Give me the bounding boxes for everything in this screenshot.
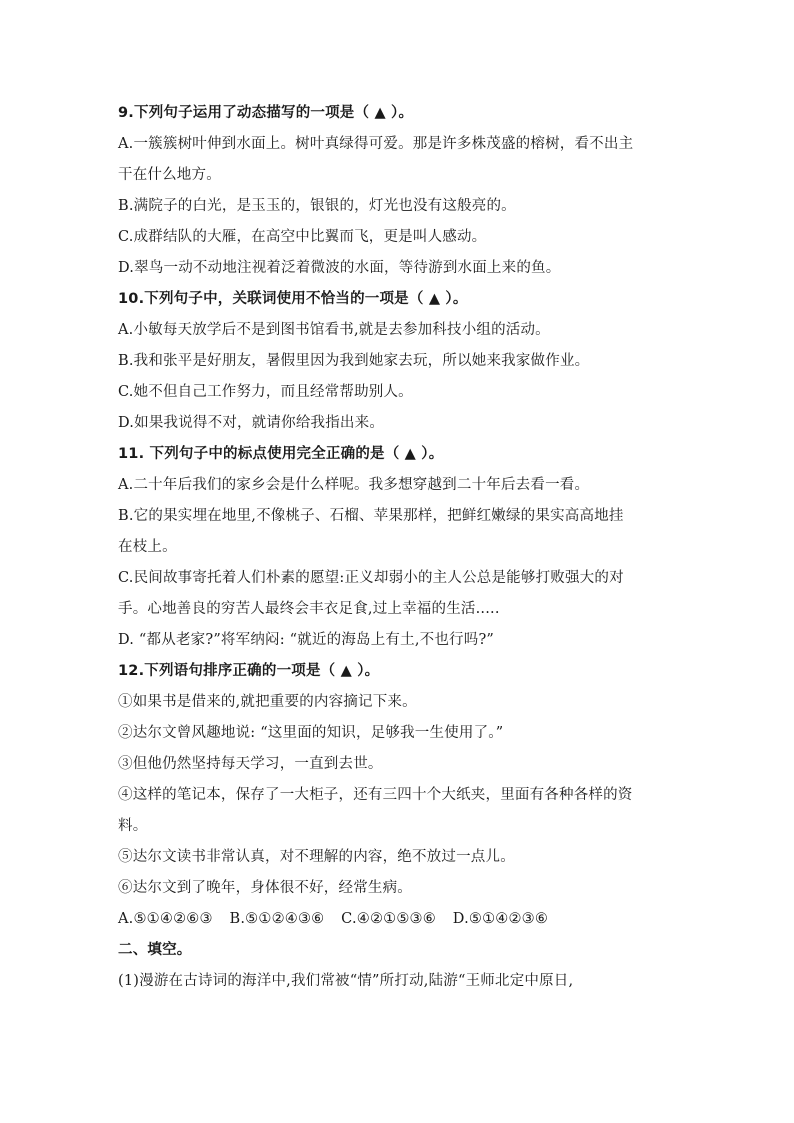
question-9-title: 9.下列句子运用了动态描写的一项是（ ▲ ）。 [118, 105, 414, 121]
question-11-line-1: A.二十年后我们的家乡会是什么样呢。我多想穿越到二十年后去看一看。 [118, 477, 590, 493]
question-11-line-3: 在枝上。 [118, 539, 177, 555]
question-12-line-2: ②达尔文曾风趣地说: “这里面的知识，足够我一生使用了。” [118, 725, 504, 741]
question-10-line-1: A.小敏每天放学后不是到图书馆看书,就是去参加科技小组的活动。 [118, 322, 550, 338]
question-9-line-1: A.一簇簇树叶伸到水面上。树叶真绿得可爱。那是许多株茂盛的榕树，看不出主 [118, 136, 634, 152]
question-11-line-6: D. “都从老家?”将军纳闷: “就近的海岛上有土,不也行吗?” [118, 632, 495, 648]
question-12-option-c: C.④②①⑤③⑥ [341, 911, 436, 927]
question-12-line-4: ④这样的笔记本，保存了一大柜子，还有三四十个大纸夹，里面有各种各样的资 [118, 787, 633, 803]
question-11-line-5: 手。心地善良的穷苦人最终会丰衣足食,过上幸福的生活..... [118, 601, 500, 617]
section-2-line-1: (1)漫游在古诗词的海洋中,我们常被“情”所打动,陆游“王师北定中原日, [118, 973, 574, 989]
question-10-line-4: D.如果我说得不对，就请你给我指出来。 [118, 415, 385, 431]
question-9-line-3: B.满院子的白光，是玉玉的，银银的，灯光也没有这般亮的。 [118, 198, 516, 214]
question-11-line-4: C.民间故事寄托着人们朴素的愿望:正义却弱小的主人公总是能够打败强大的对 [118, 570, 624, 586]
question-12-line-5: 料。 [118, 818, 148, 834]
section-2-title: 二、填空。 [118, 942, 192, 958]
question-9-line-4: C.成群结队的大雁，在高空中比翼而飞，更是叫人感动。 [118, 229, 487, 245]
question-12-title: 12.下列语句排序正确的一项是（ ▲ ）。 [118, 663, 380, 679]
question-12-option-b: B.⑤①②④③⑥ [229, 911, 325, 927]
question-12-option-d: D.⑤①④②③⑥ [452, 911, 549, 927]
question-12-line-6: ⑤达尔文读书非常认真，对不理解的内容，绝不放过一点儿。 [118, 849, 515, 865]
question-10-title: 10.下列句子中，关联词使用不恰当的一项是（ ▲ ）。 [118, 291, 468, 307]
question-12-line-3: ③但他仍然坚持每天学习，一直到去世。 [118, 756, 383, 772]
question-11-line-2: B.它的果实埋在地里,不像桃子、石榴、苹果那样，把鲜红嫩绿的果实高高地挂 [118, 508, 624, 524]
question-9-line-2: 干在什么地方。 [118, 167, 221, 183]
question-12-options [118, 904, 678, 935]
exam-page [118, 98, 678, 997]
question-11-title: 11. 下列句子中的标点使用完全正确的是（ ▲ ）。 [118, 446, 444, 462]
question-12-line-7: ⑥达尔文到了晚年，身体很不好，经常生病。 [118, 880, 412, 896]
question-12-option-a: A.⑤①④②⑥③ [118, 911, 213, 927]
question-10-line-3: C.她不但自己工作努力，而且经常帮助别人。 [118, 384, 413, 400]
question-9-line-5: D.翠鸟一动不动地注视着泛着微波的水面，等待游到水面上来的鱼。 [118, 260, 561, 276]
question-10-line-2: B.我和张平是好朋友，暑假里因为我到她家去玩，所以她来我家做作业。 [118, 353, 590, 369]
question-12-line-1: ①如果书是借来的,就把重要的内容摘记下来。 [118, 694, 417, 710]
